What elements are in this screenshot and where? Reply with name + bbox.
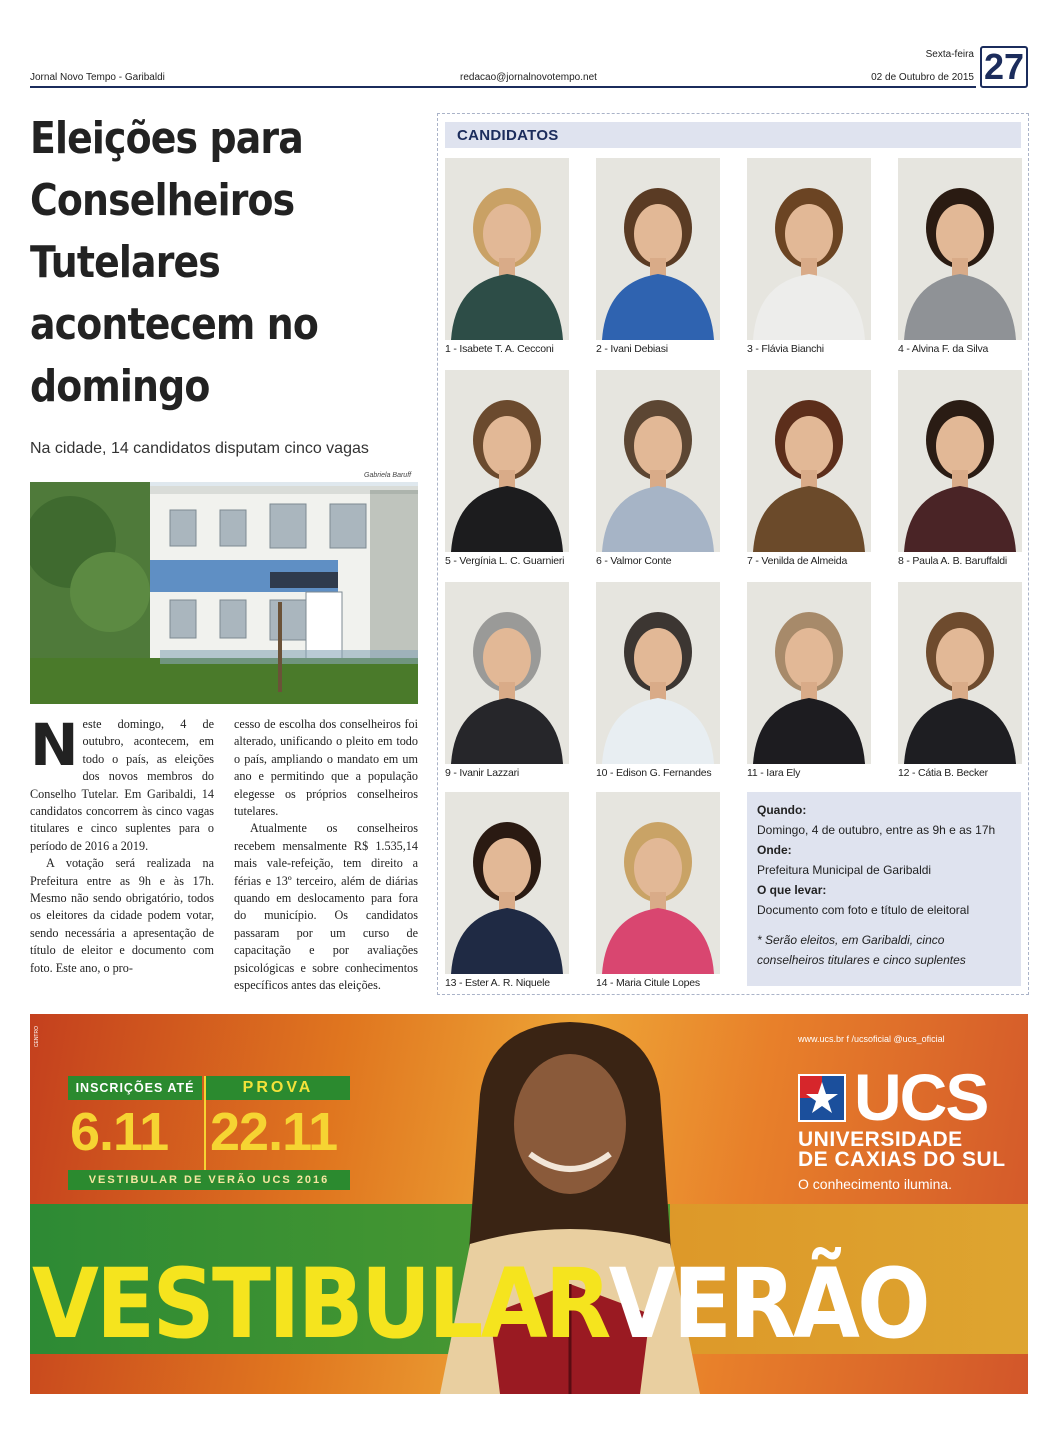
candidate-card: [747, 370, 871, 567]
candidate-card: [747, 158, 871, 355]
candidate-name: 8 - Paula A. B. Baruffaldi: [898, 555, 1008, 567]
when-label: Quando:: [757, 803, 807, 817]
ad-website[interactable]: www.ucs.br f /ucsoficial @ucs_oficial: [798, 1034, 945, 1044]
article-paragraph-2: A votação será realizada na Prefeitura entre as 9h e às 17h. Mesmo não sendo obrigatório, todos os eleitores da cidade podem votar, sendo necessária a apresentação de título de eleitor e documento com foto. Este ano, o pro-: [30, 856, 214, 975]
candidate-name: 13 - Ester A. R. Niquele: [445, 977, 550, 989]
article-subheadline: Na cidade, 14 candidatos disputam cinco vagas: [30, 440, 369, 457]
university-line-1: UNIVERSIDADE: [798, 1128, 963, 1151]
candidate-name: 3 - Flávia Bianchi: [747, 343, 824, 355]
candidate-photo: [445, 158, 569, 340]
candidate-card: [445, 582, 569, 779]
building-photo: [30, 482, 418, 704]
when-value: Domingo, 4 de outubro, entre as 9h e as 17h: [757, 823, 996, 837]
candidate-card: [445, 158, 569, 355]
candidate-photo: [747, 582, 871, 764]
ucs-brand: UCS: [854, 1060, 988, 1134]
candidate-photo: [445, 370, 569, 552]
candidate-card: [747, 582, 871, 779]
ucs-tagline: O conhecimento ilumina.: [798, 1176, 953, 1192]
ucs-advertisement[interactable]: [30, 1014, 1028, 1394]
candidate-name: 6 - Valmor Conte: [596, 555, 672, 567]
article-headline: Eleições para Conselheiros Tutelares acontecem no domingo: [30, 113, 318, 412]
election-note: * Serão eleitos, em Garibaldi, cinco conselheiros titulares e cinco suplentes: [757, 933, 966, 967]
candidate-photo: [898, 582, 1022, 764]
candidate-photo: [898, 158, 1022, 340]
candidates-title: CANDIDATOS: [457, 127, 559, 144]
candidate-photo: [445, 792, 569, 974]
header-rule: [30, 86, 976, 88]
candidate-name: 2 - Ivani Debiasi: [596, 343, 668, 355]
event-name: VESTIBULAR DE VERÃO UCS 2016: [68, 1170, 350, 1190]
university-name: [798, 1130, 1006, 1170]
candidate-photo: [596, 370, 720, 552]
candidate-card: [596, 792, 720, 989]
issue-date: 02 de Outubro de 2015: [871, 72, 974, 83]
candidate-card: [596, 582, 720, 779]
candidate-name: 14 - Maria Citule Lopes: [596, 977, 700, 989]
article-paragraph-3: cesso de escolha dos conselheiros foi alterado, unificando o pleito em todo o país, ampliando o mandato em um ano e permitindo que a população elegesse os próprios conselheiros tutelares.: [234, 717, 418, 819]
candidate-card: [898, 370, 1022, 567]
candidate-card: [898, 582, 1022, 779]
candidate-photo: [445, 582, 569, 764]
prova-date: 22.11: [210, 1102, 338, 1162]
candidate-photo: [596, 582, 720, 764]
weekday: Sexta-feira: [925, 49, 974, 60]
building-photo-illustration: [30, 482, 418, 704]
ad-side-text: CENTRO: [34, 1026, 40, 1048]
candidate-name: 1 - Isabete T. A. Cecconi: [445, 343, 554, 355]
article-paragraph-1: este domingo, 4 de outubro, acontecem, em todo o país, as eleições dos novos membros do Conselho Tutelar. Em Garibaldi, 14 candidatos concorrem às cinco vagas titulares e cinco suplentes para o período de 2016 a 2019.: [30, 717, 214, 853]
article-column-1: [30, 711, 214, 977]
dropcap: N: [30, 711, 79, 779]
where-value: Prefeitura Municipal de Garibaldi: [757, 863, 932, 877]
prova-label: PROVA: [206, 1076, 350, 1100]
page-header: [30, 44, 1028, 90]
candidate-card: [445, 792, 569, 989]
where-label: Onde:: [757, 843, 792, 857]
candidate-name: 5 - Vergínia L. C. Guarnieri: [445, 555, 565, 567]
candidate-name: 9 - Ivanir Lazzari: [445, 767, 520, 779]
publication-name: Jornal Novo Tempo - Garibaldi: [30, 72, 165, 83]
candidate-name: 7 - Venilda de Almeida: [747, 555, 848, 567]
inscricoes-label: INSCRIÇÕES ATÉ: [68, 1076, 202, 1100]
candidate-card: [596, 370, 720, 567]
ad-big-title: [32, 1248, 928, 1360]
big-word-verao: VERÃO: [608, 1248, 928, 1360]
bring-label: O que levar:: [757, 883, 827, 897]
candidate-name: 11 - Iara Ely: [747, 767, 801, 779]
candidate-photo: [596, 158, 720, 340]
inscricoes-date: 6.11: [70, 1102, 169, 1162]
university-line-2: DE CAXIAS DO SUL: [798, 1148, 1006, 1171]
candidate-photo: [898, 370, 1022, 552]
ucs-star-logo: [798, 1074, 846, 1122]
candidate-name: 10 - Edison G. Fernandes: [596, 767, 712, 779]
candidate-photo: [747, 158, 871, 340]
candidate-name: 12 - Cátia B. Becker: [898, 767, 988, 779]
candidate-photo: [596, 792, 720, 974]
page-number: 27: [980, 46, 1028, 88]
photo-credit: Gabriela Baruff: [364, 472, 412, 479]
bring-value: Documento com foto e título de eleitoral: [757, 903, 970, 917]
candidate-photo: [747, 370, 871, 552]
candidate-card: [596, 158, 720, 355]
big-word-vestibular: VESTIBULAR: [32, 1248, 609, 1360]
candidate-name: 4 - Alvina F. da Silva: [898, 343, 989, 355]
candidate-card: [445, 370, 569, 567]
article-column-2: [234, 716, 418, 995]
candidate-card: [898, 158, 1022, 355]
newsroom-email[interactable]: redacao@jornalnovotempo.net: [460, 72, 597, 83]
election-info-box: [747, 792, 1021, 986]
article-paragraph-4: Atualmente os conselheiros recebem mensalmente R$ 1.535,14 mais vale-refeição, tem direito a férias e 13º terceiro, além de diárias quando em deslocamento para fora do município. Os candidatos passaram por um curso de capacitação e por avaliações psicológicas e sobre conhecimentos específicos antes das eleições.: [234, 821, 418, 993]
star-icon: [800, 1076, 844, 1120]
